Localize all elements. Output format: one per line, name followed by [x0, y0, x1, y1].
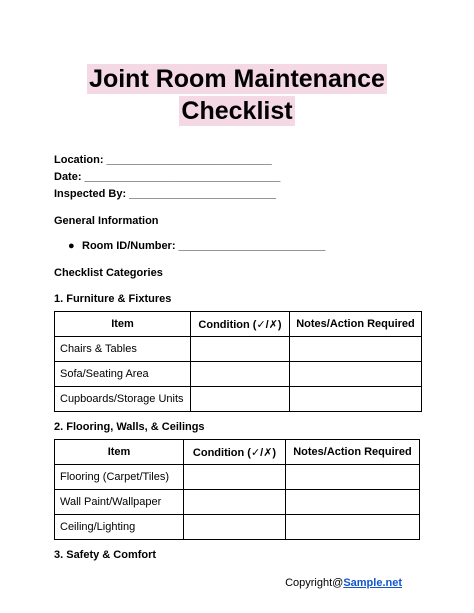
table-row — [55, 337, 422, 362]
date-field[interactable]: Date: ________________________________ — [54, 171, 281, 183]
section2-heading: 2. Flooring, Walls, & Ceilings — [54, 421, 205, 433]
condition-cell[interactable] — [184, 490, 286, 515]
condition-cell[interactable] — [184, 515, 286, 540]
condition-cell[interactable] — [191, 387, 290, 412]
notes-cell[interactable] — [290, 387, 422, 412]
location-field[interactable]: Location: ___________________________ — [54, 154, 272, 166]
notes-cell[interactable] — [286, 490, 420, 515]
notes-cell[interactable] — [290, 337, 422, 362]
header-item: Item — [55, 440, 184, 465]
item-cell: Ceiling/Lighting — [55, 515, 184, 540]
categories-heading: Checklist Categories — [54, 267, 163, 279]
general-info-heading: General Information — [54, 215, 159, 227]
condition-cell[interactable] — [191, 337, 290, 362]
item-cell: Chairs & Tables — [55, 337, 191, 362]
section3-heading: 3. Safety & Comfort — [54, 549, 157, 561]
room-id-item — [68, 240, 325, 252]
item-cell: Wall Paint/Wallpaper — [55, 490, 184, 515]
table-row — [55, 465, 420, 490]
item-cell: Sofa/Seating Area — [55, 362, 191, 387]
table-row — [55, 387, 422, 412]
header-item: Item — [55, 312, 191, 337]
notes-cell[interactable] — [286, 465, 420, 490]
table-row — [55, 362, 422, 387]
item-cell: Flooring (Carpet/Tiles) — [55, 465, 184, 490]
header-condition: Condition (✓/✗) — [191, 312, 290, 337]
table-row — [55, 515, 420, 540]
table-row — [55, 490, 420, 515]
section1-heading: 1. Furniture & Fixtures — [54, 293, 172, 305]
notes-cell[interactable] — [290, 362, 422, 387]
table-header-row — [55, 312, 422, 337]
furniture-table — [54, 311, 422, 412]
notes-cell[interactable] — [286, 515, 420, 540]
header-notes: Notes/Action Required — [286, 440, 420, 465]
item-cell: Cupboards/Storage Units — [55, 387, 191, 412]
header-notes: Notes/Action Required — [290, 312, 422, 337]
bullet-icon: ● — [68, 240, 75, 252]
table-header-row — [55, 440, 420, 465]
condition-cell[interactable] — [184, 465, 286, 490]
inspected-by-field[interactable]: Inspected By: ________________________ — [54, 188, 277, 200]
condition-cell[interactable] — [191, 362, 290, 387]
sample-net-link[interactable]: Sample.net — [343, 577, 402, 589]
copyright-prefix: Copyright@ — [285, 577, 344, 589]
title-line-2: Checklist — [181, 97, 293, 125]
title-line-1: Joint Room Maintenance — [89, 65, 385, 93]
copyright-footer — [285, 577, 402, 589]
page-title — [0, 64, 474, 128]
room-id-field[interactable]: Room ID/Number: ________________________ — [82, 240, 326, 252]
header-condition: Condition (✓/✗) — [184, 440, 286, 465]
flooring-table — [54, 439, 420, 540]
